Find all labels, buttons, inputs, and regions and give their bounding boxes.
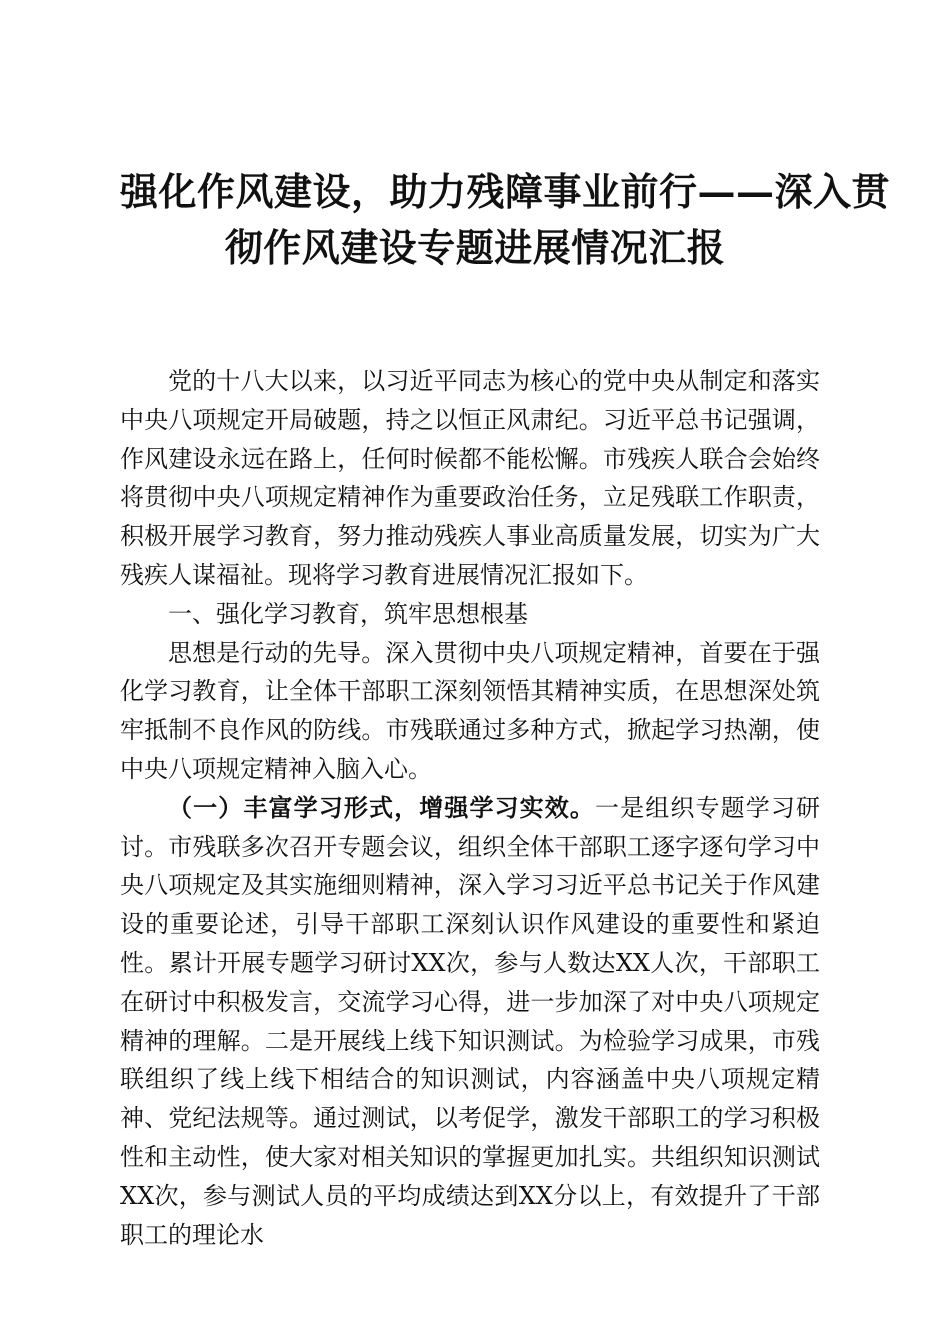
- document-title: [120, 164, 891, 276]
- subsection-1-paragraph: [120, 789, 820, 1255]
- section-1-paragraph: 思想是行动的先导。深入贯彻中央八项规定精神，首要在于强化学习教育，让全体干部职工深刻领悟其精神实质，在思想深处筑牢抵制不良作风的防线。市残联通过多种方式，掀起学习热潮，使中央八项规定精神入脑入心。: [120, 638, 820, 783]
- title-line-1: 强化作风建设，助力残障事业前行——深入贯: [120, 169, 891, 214]
- subsection-1-heading: （一）丰富学习形式，增强学习实效。: [168, 793, 596, 822]
- section-1-heading: 一、强化学习教育，筑牢思想根基: [168, 599, 528, 628]
- title-line-2: 彻作风建设专题进展情况汇报: [224, 225, 726, 270]
- intro-paragraph: 党的十八大以来，以习近平同志为核心的党中央从制定和落实中央八项规定开局破题，持之以恒正风肃纪。习近平总书记强调，作风建设永远在路上，任何时候都不能松懈。市残疾人联合会始终将贯彻中央八项规定精神作为重要政治任务，立足残联工作职责，积极开展学习教育，努力推动残疾人事业高质量发展，切实为广大残疾人谋福祉。现将学习教育进展情况汇报如下。: [120, 367, 820, 589]
- subsection-1-text: 一是组织专题学习研讨。市残联多次召开专题会议，组织全体干部职工逐字逐句学习中央八项规定及其实施细则精神，深入学习习近平总书记关于作风建设的重要论述，引导干部职工深刻认识作风建设的重要性和紧迫性。累计开展专题学习研讨XX次，参与人数达XX人次，干部职工在研讨中积极发言，交流学习心得，进一步加深了对中央八项规定精神的理解。二是开展线上线下知识测试。为检验学习成果，市残联组织了线上线下相结合的知识测试，内容涵盖中央八项规定精神、党纪法规等。通过测试，以考促学，激发干部职工的学习积极性和主动性，使大家对相关知识的掌握更加扎实。共组织知识测试XX次，参与测试人员的平均成绩达到XX分以上，有效提升了干部职工的理论水: [120, 793, 821, 1249]
- document-body: [120, 362, 820, 1254]
